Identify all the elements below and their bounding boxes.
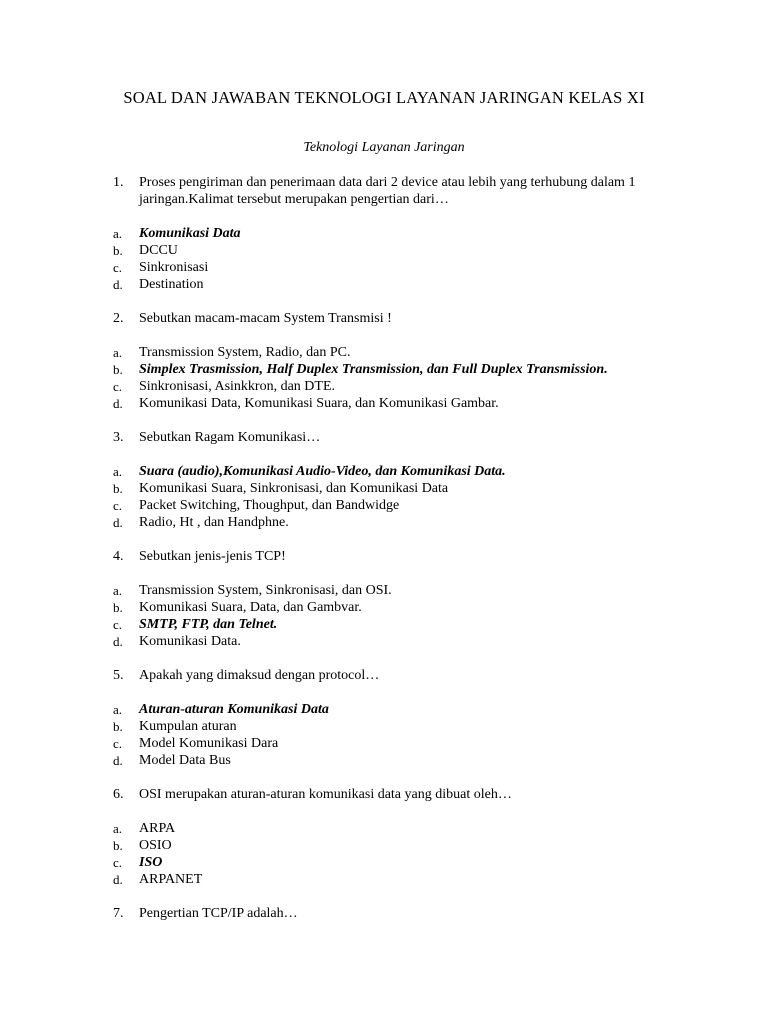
option-text: Radio, Ht , dan Handphne. bbox=[139, 515, 289, 530]
option-item bbox=[113, 820, 673, 837]
option-letter: b. bbox=[113, 481, 123, 496]
option-text: Komunikasi Data. bbox=[139, 634, 241, 649]
option-text: Model Komunikasi Dara bbox=[139, 736, 279, 751]
option-text: Transmission System, Radio, dan PC. bbox=[139, 345, 351, 360]
question-number: 6. bbox=[113, 787, 124, 802]
option-letter: a. bbox=[113, 226, 123, 241]
question-number: 1. bbox=[113, 175, 124, 190]
question-number: 4. bbox=[113, 549, 124, 564]
option-item-correct bbox=[113, 616, 673, 633]
question-text: Sebutkan macam-macam System Transmisi ! bbox=[139, 311, 392, 326]
option-item bbox=[113, 599, 673, 616]
question-stem bbox=[113, 548, 673, 565]
option-letter: a. bbox=[113, 702, 123, 717]
option-item bbox=[113, 480, 673, 497]
option-item bbox=[113, 344, 673, 361]
option-item bbox=[113, 582, 673, 599]
question-item bbox=[113, 667, 673, 769]
option-item bbox=[113, 837, 673, 854]
option-item bbox=[113, 871, 673, 888]
option-item bbox=[113, 259, 673, 276]
option-item-correct bbox=[113, 463, 673, 480]
option-item bbox=[113, 514, 673, 531]
correct-answer-text: Suara (audio),Komunikasi Audio-Video, dan Komunikasi Data. bbox=[139, 464, 506, 479]
question-text: Sebutkan Ragam Komunikasi… bbox=[139, 430, 321, 445]
option-list bbox=[113, 701, 673, 769]
option-letter: a. bbox=[113, 583, 123, 598]
option-text: Transmission System, Sinkronisasi, dan OSI. bbox=[139, 583, 392, 598]
option-item bbox=[113, 633, 673, 650]
question-stem bbox=[113, 667, 673, 684]
option-letter: b. bbox=[113, 838, 123, 853]
question-text: Apakah yang dimaksud dengan protocol… bbox=[139, 668, 380, 683]
question-item bbox=[113, 786, 673, 888]
question-number: 3. bbox=[113, 430, 124, 445]
option-text: ARPANET bbox=[139, 872, 203, 887]
correct-answer-text: SMTP, FTP, dan Telnet. bbox=[139, 617, 278, 632]
document-title: SOAL DAN JAWABAN TEKNOLOGI LAYANAN JARINGAN KELAS XI bbox=[123, 88, 645, 107]
question-item bbox=[113, 429, 673, 531]
option-item bbox=[113, 752, 673, 769]
question-text: OSI merupakan aturan-aturan komunikasi data yang dibuat oleh… bbox=[139, 787, 512, 802]
question-text: Pengertian TCP/IP adalah… bbox=[139, 906, 298, 921]
option-item-correct bbox=[113, 701, 673, 718]
option-item bbox=[113, 378, 673, 395]
option-letter: c. bbox=[113, 617, 123, 632]
correct-answer-text: Simplex Trasmission, Half Duplex Transmission, dan Full Duplex Transmission. bbox=[139, 362, 608, 377]
question-list bbox=[113, 174, 673, 922]
option-letter: a. bbox=[113, 464, 123, 479]
option-item bbox=[113, 242, 673, 259]
option-item-correct bbox=[113, 361, 673, 378]
option-letter: d. bbox=[113, 277, 123, 292]
option-letter: b. bbox=[113, 600, 123, 615]
option-letter: c. bbox=[113, 736, 123, 751]
option-list bbox=[113, 582, 673, 650]
question-item bbox=[113, 905, 673, 922]
question-item bbox=[113, 174, 673, 293]
question-stem bbox=[113, 786, 673, 803]
question-text: Sebutkan jenis-jenis TCP! bbox=[139, 549, 286, 564]
option-letter: c. bbox=[113, 498, 123, 513]
correct-answer-text: ISO bbox=[139, 855, 163, 870]
option-item-correct bbox=[113, 854, 673, 871]
option-text: OSIO bbox=[139, 838, 172, 853]
option-letter: b. bbox=[113, 719, 123, 734]
question-item bbox=[113, 310, 673, 412]
option-text: Sinkronisasi bbox=[139, 260, 209, 275]
option-text: DCCU bbox=[139, 243, 178, 258]
option-letter: d. bbox=[113, 515, 123, 530]
option-text: Sinkronisasi, Asinkkron, dan DTE. bbox=[139, 379, 335, 394]
option-letter: d. bbox=[113, 396, 123, 411]
option-letter: b. bbox=[113, 243, 123, 258]
option-text: Komunikasi Suara, Sinkronisasi, dan Komunikasi Data bbox=[139, 481, 449, 496]
option-text: Komunikasi Suara, Data, dan Gambvar. bbox=[139, 600, 362, 615]
question-stem bbox=[113, 429, 673, 446]
option-letter: a. bbox=[113, 821, 123, 836]
option-text: Model Data Bus bbox=[139, 753, 231, 768]
option-list bbox=[113, 344, 673, 412]
question-stem bbox=[113, 174, 673, 208]
question-text: Proses pengiriman dan penerimaan data dari 2 device atau lebih yang terhubung dalam 1 jaringan.Kalimat tersebut merupakan pengertian dari… bbox=[139, 175, 636, 207]
question-item bbox=[113, 548, 673, 650]
option-item bbox=[113, 718, 673, 735]
question-number: 5. bbox=[113, 668, 124, 683]
question-stem bbox=[113, 310, 673, 327]
option-letter: d. bbox=[113, 634, 123, 649]
document-subtitle: Teknologi Layanan Jaringan bbox=[303, 140, 465, 155]
option-letter: b. bbox=[113, 362, 123, 377]
option-letter: d. bbox=[113, 872, 123, 887]
correct-answer-text: Komunikasi Data bbox=[139, 226, 241, 241]
option-letter: c. bbox=[113, 260, 123, 275]
question-number: 2. bbox=[113, 311, 124, 326]
option-text: ARPA bbox=[139, 821, 176, 836]
option-item bbox=[113, 276, 673, 293]
option-letter: a. bbox=[113, 345, 123, 360]
option-letter: c. bbox=[113, 379, 123, 394]
option-item bbox=[113, 395, 673, 412]
option-letter: d. bbox=[113, 753, 123, 768]
option-list bbox=[113, 463, 673, 531]
option-list bbox=[113, 820, 673, 888]
option-item-correct bbox=[113, 225, 673, 242]
option-text: Packet Switching, Thoughput, dan Bandwidge bbox=[139, 498, 400, 513]
option-text: Komunikasi Data, Komunikasi Suara, dan Komunikasi Gambar. bbox=[139, 396, 499, 411]
option-text: Kumpulan aturan bbox=[139, 719, 237, 734]
option-item bbox=[113, 497, 673, 514]
option-list bbox=[113, 225, 673, 293]
option-item bbox=[113, 735, 673, 752]
correct-answer-text: Aturan-aturan Komunikasi Data bbox=[139, 702, 329, 717]
question-number: 7. bbox=[113, 906, 124, 921]
option-text: Destination bbox=[139, 277, 204, 292]
option-letter: c. bbox=[113, 855, 123, 870]
question-stem bbox=[113, 905, 673, 922]
